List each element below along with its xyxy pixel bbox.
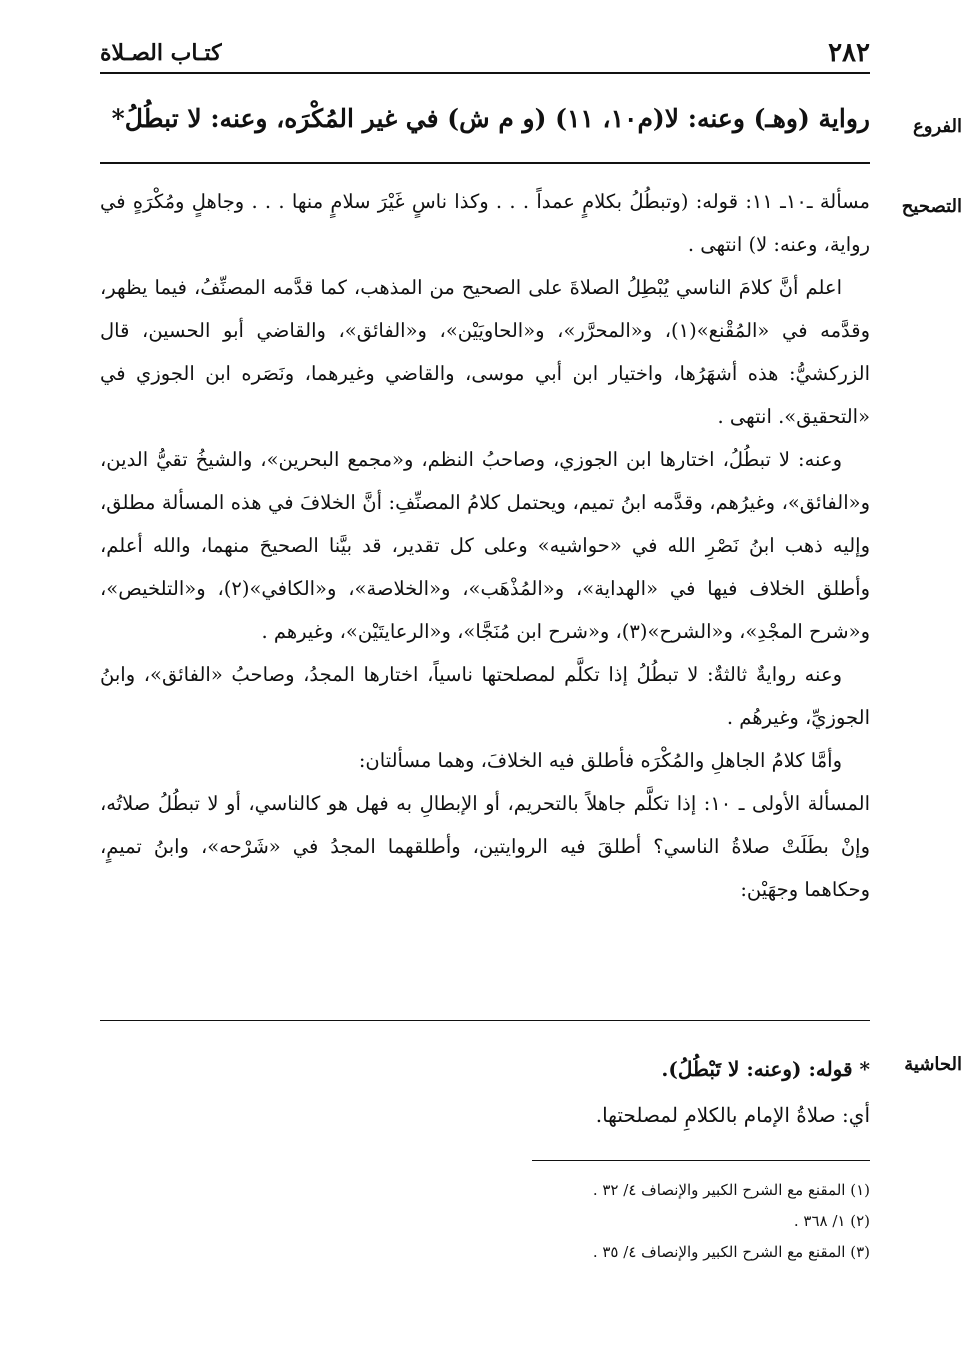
paragraph-1: مسألة ـ١٠ـ ١١: قوله: (وتبطُلُ بكلامٍ عمداً . . . وكذا ناسٍ غَيْرَ سلامٍ منها . . . وجاهلٍ ومُكْرَهٍ في رواية، وعنه: لا) انتهى . (100, 190, 870, 256)
side-label-furu: الفروع (913, 116, 962, 137)
footnote-rule (532, 1160, 870, 1161)
footnote-2: (٢) ١/ ٣٦٨ . (793, 1212, 870, 1230)
hashiya-text (100, 1046, 870, 1138)
footnote-1: (١) المقنع مع الشرح الكبير والإنصاف ٤/ ٣٢ . (592, 1181, 870, 1199)
hashiya-rule (100, 1020, 870, 1021)
side-label-hashiya: الحاشية (904, 1054, 962, 1075)
side-label-tashih: التصحيح (901, 196, 962, 217)
paragraph-2: اعلم أنَّ كلامَ الناسي يُبْطِلُ الصلاةَ على الصحيح من المذهب، كما قدَّمه المصنِّفُ، فيما يظهر، وقدَّمه في «المُقْنع»(١)، و«المحرَّر»، و«الحاويَيْن»، و«الفائق»، والقاضي أبو الحسين، قال الزركشيُّ: هذه أشهَرُها، واختيار ابن أبي موسى، والقاضي وغيرهما، ونَصَره ابن الجوزي في «التحقيق». انتهى . (100, 276, 871, 428)
furu-rule (100, 162, 870, 164)
hashiya-line-2: أي: صلاةُ الإمام بالكلامِ لمصلحتها. (595, 1103, 870, 1127)
paragraph-3: وعنه: لا تبطُلُ، اختارها ابن الجوزي، وصاحبُ النظم، و«مجمع البحرين»، والشيخُ تقيُّ الدين، و«الفائق»، وغيرُهم، وقدَّمه ابنُ تميم، ويحتمل كلامُ المصنِّفِ: أنَّ الخلافَ في هذه المسألة مطلق، وإليه ذهب ابنُ نَصْرِ الله في «حواشيه» وعلى كل تقدير، قد بيَّنا الصحيحَ منهما، والله أعلم، وأطلق الخلاف فيها في «الهداية»، و«المُذْهَب»، و«الخلاصة»، و«الكافي»(٢)، و«التلخيص»، و«شرح المجْدِ»، و«الشرح»(٣)، و«شرح ابن مُنَجَّا»، و«الرعايتَيْن»، وغيرهم . (100, 448, 870, 643)
footnotes (593, 1175, 870, 1268)
furu-line: رواية (وهـ) وعنه: لا(م١٠، ١١) (و م ش) في غير المُكْرَه، وعنه: لا تبطُلُ* (111, 104, 870, 133)
paragraph-5: وأمَّا كلامُ الجاهلِ والمُكْرَه فأطلق فيه الخلافَ، وهما مسألتان: (358, 749, 842, 772)
page-number: ٢٨٢ (828, 38, 870, 68)
footnote-3: (٣) المقنع مع الشرح الكبير والإنصاف ٤/ ٣٥ . (592, 1243, 870, 1261)
paragraph-4: وعنه روايةٌ ثالثةٌ: لا تبطُلُ إذا تكلَّم لمصلحتها ناسياً، اختارها المجدُ، وصاحبُ «الفائق»، وابنُ الجوزيِّ، وغيرهُم . (100, 663, 870, 729)
tashih-text (100, 180, 870, 911)
page-header (100, 38, 870, 68)
paragraph-6: المسألة الأولى ـ ١٠: إذا تكلَّم جاهلاً بالتحريم، أو الإبطالِ به فهل هو كالناسي، أو لا تبطُلُ صلاتُه، وإنْ بطَلَتْ صلاةُ الناسي؟ أطلقَ فيه الروايتين، وأطلقهما المجدُ في «شَرْحه»، وابنُ تميمٍ، وحكاهما وجهَيْن: (100, 792, 870, 901)
header-rule (100, 72, 870, 74)
book-title: كتـاب الصـلاة (100, 40, 222, 66)
hashiya-line-1: * قوله: (وعنه: لا تَبْطُلُ). (661, 1057, 870, 1081)
